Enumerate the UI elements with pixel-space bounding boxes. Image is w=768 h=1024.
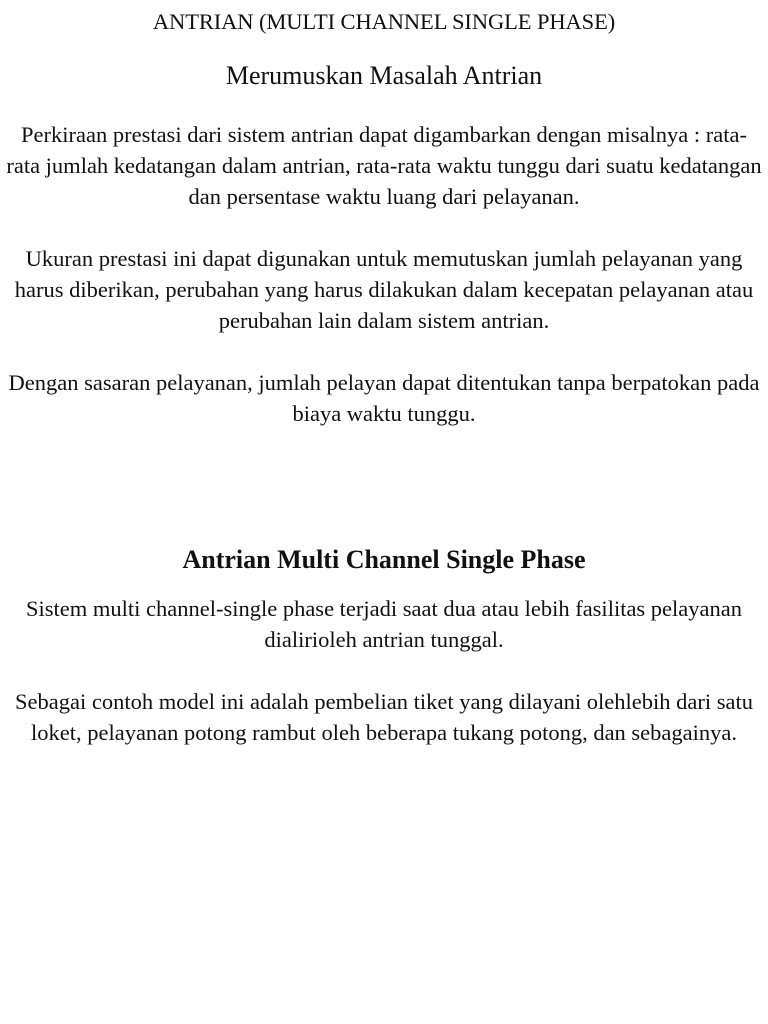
document-title: ANTRIAN (MULTI CHANNEL SINGLE PHASE): [152, 9, 616, 34]
paragraph-sasaran-pelayanan: Dengan sasaran pelayanan, jumlah pelayan dapat ditentukan tanpa berpatokan pada biaya waktu tunggu.: [8, 370, 760, 426]
paragraph-sistem-multi-channel: Sistem multi channel-single phase terjadi saat dua atau lebih fasilitas pelayanan dialirioleh antrian tunggal.: [25, 596, 743, 652]
section-heading-multi-channel: Antrian Multi Channel Single Phase: [182, 545, 586, 574]
section-heading-merumuskan: Merumuskan Masalah Antrian: [225, 61, 543, 90]
paragraph-perkiraan-prestasi: Perkiraan prestasi dari sistem antrian dapat digambarkan dengan misalnya : rata-rata jumlah kedatangan dalam antrian, rata-rata waktu tunggu dari suatu kedatangan dan persentase waktu luang dari pelayanan.: [6, 122, 762, 209]
paragraph-contoh-model: Sebagai contoh model ini adalah pembelian tiket yang dilayani olehlebih dari satu loket, pelayanan potong rambut oleh beberapa tukang potong, dan sebagainya.: [15, 689, 753, 745]
paragraph-ukuran-prestasi: Ukuran prestasi ini dapat digunakan untuk memutuskan jumlah pelayanan yang harus diberikan, perubahan yang harus dilakukan dalam kecepatan pelayanan atau perubahan lain dalam sistem antrian.: [14, 246, 754, 333]
